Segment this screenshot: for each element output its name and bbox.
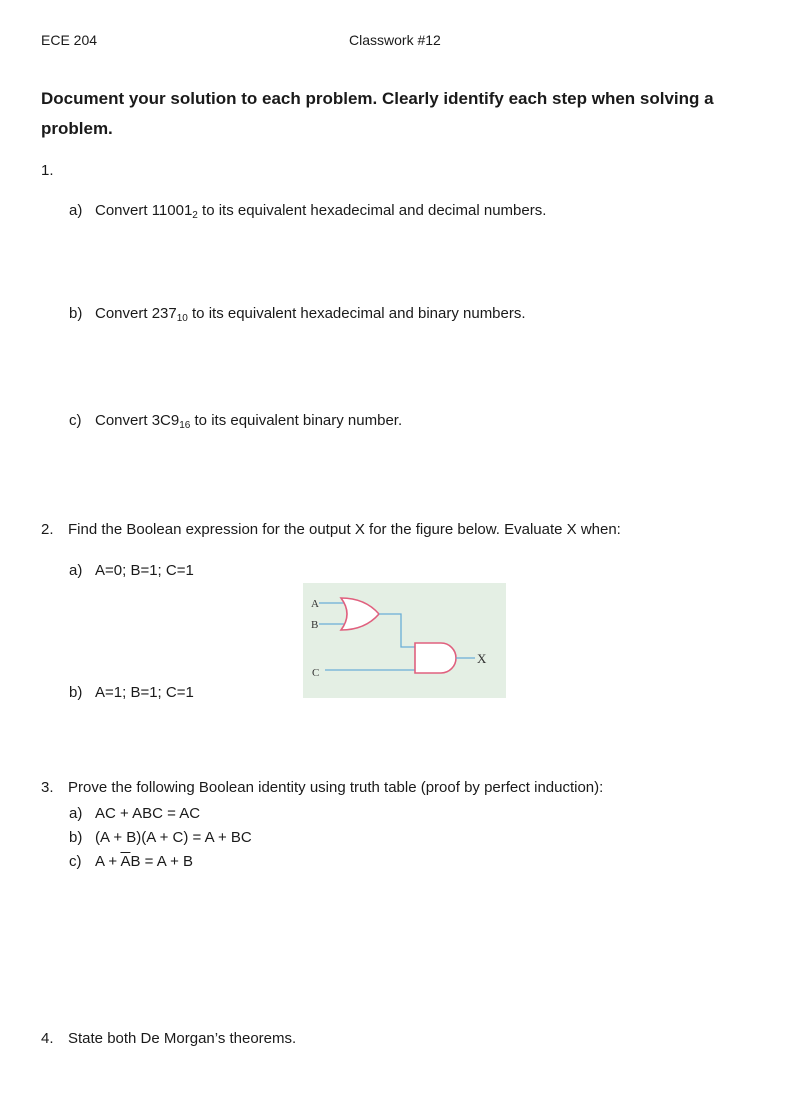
problem-3a bbox=[69, 805, 200, 822]
problem-3c bbox=[69, 853, 193, 870]
assignment-title: Classwork #12 bbox=[349, 32, 441, 48]
item-label: a) bbox=[69, 562, 83, 579]
instructions: Document your solution to each problem. Clearly identify each step when solving a problem. bbox=[41, 89, 714, 138]
and-gate-icon bbox=[415, 643, 456, 673]
identity-text-pre: A + bbox=[95, 853, 121, 870]
problem-3 bbox=[41, 779, 603, 796]
item-label: a) bbox=[69, 805, 83, 822]
input-a-label: A bbox=[311, 598, 319, 610]
subscript: 16 bbox=[179, 420, 191, 431]
problem-4 bbox=[41, 1030, 296, 1047]
course-code: ECE 204 bbox=[41, 32, 98, 48]
problem-3-number: 3. bbox=[41, 779, 54, 796]
problem-2-number: 2. bbox=[41, 521, 54, 538]
problem-1-number: 1. bbox=[41, 162, 54, 179]
item-text: A=1; B=1; C=1 bbox=[95, 684, 194, 701]
problem-2a bbox=[69, 562, 194, 579]
item-label: b) bbox=[69, 829, 83, 846]
output-x-label: X bbox=[477, 651, 487, 666]
problem-4-number: 4. bbox=[41, 1030, 54, 1047]
problem-1a bbox=[69, 202, 546, 219]
identity-text: (A + B)(A + C) = A + BC bbox=[95, 829, 252, 846]
circuit-diagram bbox=[303, 583, 506, 698]
problem-1c bbox=[69, 412, 402, 429]
or-gate-icon bbox=[341, 598, 379, 630]
problem-1b bbox=[69, 305, 526, 322]
item-label: b) bbox=[69, 305, 83, 322]
item-text-post: to its equivalent hexadecimal and binary numbers. bbox=[187, 305, 526, 322]
problem-2 bbox=[41, 521, 621, 538]
item-text-post: to its equivalent hexadecimal and decimal numbers. bbox=[197, 202, 547, 219]
item-text-pre: Convert 11001 bbox=[95, 202, 193, 219]
item-label: c) bbox=[69, 853, 82, 870]
logic-circuit-figure bbox=[303, 583, 506, 698]
input-c-label: C bbox=[312, 667, 320, 679]
item-label: a) bbox=[69, 202, 83, 219]
problem-2-text: Find the Boolean expression for the output X for the figure below. Evaluate X when: bbox=[68, 521, 621, 538]
problem-3b bbox=[69, 829, 252, 846]
complement-a: $\overline{A}$ bbox=[120, 853, 131, 870]
problem-3-text: Prove the following Boolean identity using truth table (proof by perfect induction): bbox=[68, 779, 604, 796]
input-b-label: B bbox=[311, 619, 319, 631]
identity-text-post: B = A + B bbox=[130, 853, 194, 870]
wire-or-output bbox=[379, 614, 417, 647]
item-text-post: to its equivalent binary number. bbox=[190, 412, 403, 429]
identity-text: AC + ABC = AC bbox=[95, 805, 201, 822]
item-label: b) bbox=[69, 684, 83, 701]
item-text-pre: Convert 237 bbox=[95, 305, 177, 322]
item-text: A=0; B=1; C=1 bbox=[95, 562, 194, 579]
problem-2b bbox=[69, 684, 194, 701]
problem-4-text: State both De Morgan’s theorems. bbox=[68, 1030, 297, 1047]
item-label: c) bbox=[69, 412, 82, 429]
subscript: 10 bbox=[176, 313, 188, 324]
subscript: 2 bbox=[192, 210, 198, 221]
item-text-pre: Convert 3C9 bbox=[95, 412, 180, 429]
